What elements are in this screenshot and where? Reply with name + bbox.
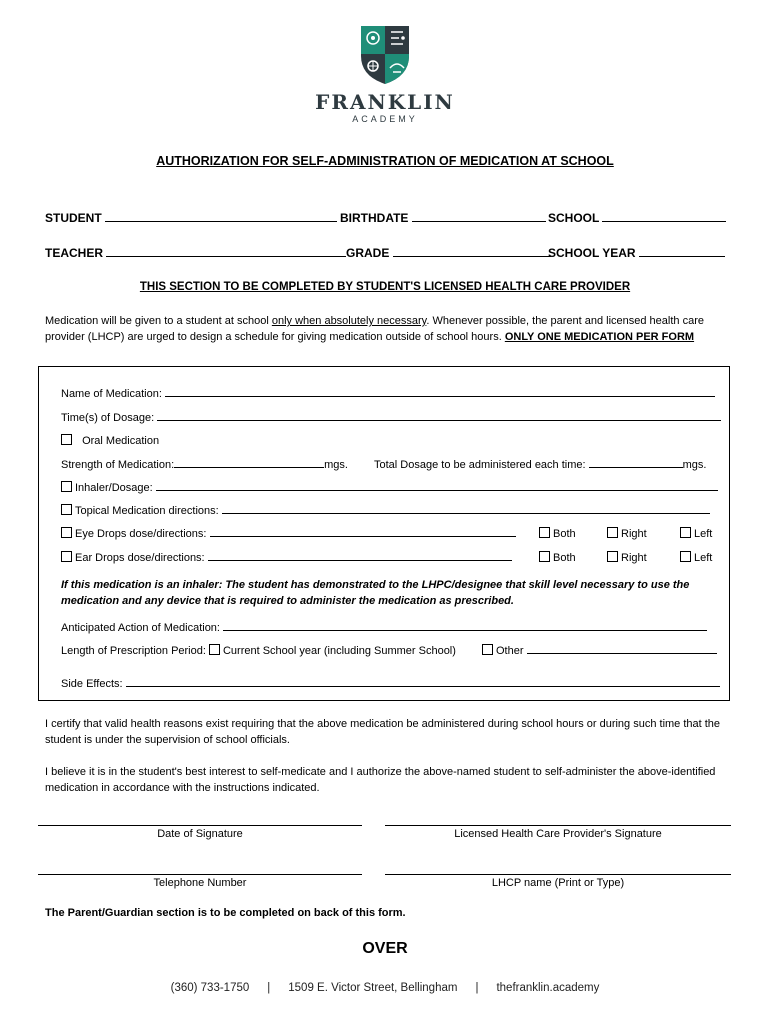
ear-both-label: Both bbox=[553, 552, 576, 564]
eye-right-option[interactable] bbox=[607, 527, 647, 540]
times-of-dosage-row bbox=[61, 411, 721, 424]
ear-left-option[interactable] bbox=[680, 551, 712, 564]
eye-drops-label: Eye Drops dose/directions: bbox=[75, 528, 207, 540]
intro-text-2: . Whenever possible, the parent and licensed health care provider (LHCP) are urged to design a schedule for giving medication outside of school hours. bbox=[45, 315, 704, 343]
intro-underlined: only when absolutely necessary bbox=[271, 315, 427, 327]
oral-medication-row bbox=[61, 434, 159, 447]
eye-right-label: Right bbox=[621, 528, 647, 540]
franklin-academy-logo bbox=[300, 22, 470, 137]
grade-field[interactable] bbox=[346, 246, 551, 260]
eye-left-checkbox[interactable] bbox=[680, 527, 691, 538]
ear-drops-input[interactable] bbox=[208, 551, 512, 561]
ear-drops-label: Ear Drops dose/directions: bbox=[75, 552, 205, 564]
anticipated-action-input[interactable] bbox=[223, 621, 707, 631]
footer-website: thefranklin.academy bbox=[496, 982, 600, 994]
topical-row bbox=[61, 504, 710, 517]
name-of-medication-row bbox=[61, 387, 715, 400]
anticipated-action-label: Anticipated Action of Medication: bbox=[61, 622, 220, 634]
footer-phone: (360) 733-1750 bbox=[170, 982, 250, 994]
date-signature-line[interactable] bbox=[38, 825, 362, 826]
ear-left-label: Left bbox=[694, 552, 713, 564]
ear-right-checkbox[interactable] bbox=[607, 551, 618, 562]
footer-address: 1509 E. Victor Street, Bellingham bbox=[288, 982, 458, 994]
other-label: Other bbox=[496, 645, 524, 657]
ear-left-checkbox[interactable] bbox=[680, 551, 691, 562]
parent-guardian-note: The Parent/Guardian section is to be completed on back of this form. bbox=[45, 907, 406, 919]
form-title: AUTHORIZATION FOR SELF-ADMINISTRATION OF MEDICATION AT SCHOOL bbox=[156, 154, 614, 168]
school-year-label: SCHOOL YEAR bbox=[548, 246, 636, 260]
side-effects-input[interactable] bbox=[126, 677, 720, 687]
strength-input[interactable] bbox=[174, 458, 324, 468]
strength-unit: mgs. bbox=[324, 459, 348, 471]
inhaler-row bbox=[61, 481, 718, 494]
eye-drops-checkbox[interactable] bbox=[61, 527, 72, 538]
topical-label: Topical Medication directions: bbox=[75, 505, 219, 517]
inhaler-input[interactable] bbox=[156, 481, 718, 491]
telephone-label: Telephone Number bbox=[153, 877, 247, 889]
eye-drops-input[interactable] bbox=[210, 527, 516, 537]
other-option bbox=[482, 644, 717, 657]
student-field[interactable] bbox=[45, 211, 337, 225]
intro-text-1: Medication will be given to a student at school bbox=[45, 315, 272, 327]
teacher-label: TEACHER bbox=[45, 246, 104, 260]
lhcp-name-label: LHCP name (Print or Type) bbox=[491, 877, 625, 889]
total-dosage-input[interactable] bbox=[589, 458, 683, 468]
student-label: STUDENT bbox=[45, 211, 102, 225]
prescription-period-label: Length of Prescription Period: bbox=[61, 645, 206, 657]
ear-right-option[interactable] bbox=[607, 551, 647, 564]
topical-input[interactable] bbox=[222, 504, 710, 514]
eye-both-label: Both bbox=[553, 528, 576, 540]
times-of-dosage-input[interactable] bbox=[157, 411, 721, 421]
medication-details-box bbox=[38, 366, 730, 701]
school-label: SCHOOL bbox=[548, 211, 600, 225]
school-blank[interactable] bbox=[602, 211, 726, 222]
birthdate-label: BIRTHDATE bbox=[340, 211, 409, 225]
total-dosage-unit: mgs. bbox=[682, 459, 707, 471]
anticipated-action-row bbox=[61, 621, 707, 634]
total-dosage-row bbox=[374, 458, 706, 471]
current-school-year-label: Current School year (including Summer School) bbox=[222, 645, 456, 657]
strength-row bbox=[61, 458, 348, 471]
prescription-period-row bbox=[61, 644, 456, 657]
student-blank[interactable] bbox=[105, 211, 337, 222]
footer-separator: | bbox=[267, 982, 271, 994]
brand-name: FRANKLIN bbox=[315, 90, 455, 114]
ear-right-label: Right bbox=[621, 552, 647, 564]
eye-right-checkbox[interactable] bbox=[607, 527, 618, 538]
shield-crest-icon bbox=[357, 22, 413, 86]
teacher-field[interactable] bbox=[45, 246, 346, 260]
birthdate-field[interactable] bbox=[340, 211, 546, 225]
over-label: OVER bbox=[362, 940, 408, 957]
ear-drops-checkbox[interactable] bbox=[61, 551, 72, 562]
teacher-blank[interactable] bbox=[106, 246, 346, 257]
lhcp-section-heading: THIS SECTION TO BE COMPLETED BY STUDENT'S LICENSED HEALTH CARE PROVIDER bbox=[139, 281, 631, 293]
footer bbox=[0, 982, 770, 994]
telephone-line[interactable] bbox=[38, 874, 362, 875]
eye-left-label: Left bbox=[694, 528, 713, 540]
name-of-medication-label: Name of Medication: bbox=[61, 388, 162, 400]
ear-both-checkbox[interactable] bbox=[539, 551, 550, 562]
side-effects-label: Side Effects: bbox=[61, 678, 123, 690]
school-year-blank[interactable] bbox=[639, 246, 725, 257]
eye-left-option[interactable] bbox=[680, 527, 712, 540]
inhaler-note: If this medication is an inhaler: The student has demonstrated to the LHPC/designee that skill level necessary to use the medication and any device that is required to administer the medication as prescribed. bbox=[61, 579, 690, 607]
eye-both-option[interactable] bbox=[539, 527, 576, 540]
times-of-dosage-label: Time(s) of Dosage: bbox=[61, 412, 155, 424]
oral-medication-checkbox[interactable] bbox=[61, 434, 72, 445]
lhcp-name-line[interactable] bbox=[385, 874, 731, 875]
inhaler-checkbox[interactable] bbox=[61, 481, 72, 492]
current-school-year-checkbox[interactable] bbox=[209, 644, 220, 655]
eye-drops-row bbox=[61, 527, 516, 540]
ear-drops-row bbox=[61, 551, 512, 564]
school-field[interactable] bbox=[548, 211, 726, 225]
name-of-medication-input[interactable] bbox=[165, 387, 715, 397]
grade-blank[interactable] bbox=[393, 246, 551, 257]
other-checkbox[interactable] bbox=[482, 644, 493, 655]
brand-subtitle: ACADEMY bbox=[352, 114, 418, 124]
side-effects-row bbox=[61, 677, 720, 690]
oral-medication-label: Oral Medication bbox=[82, 435, 160, 447]
certify-paragraph: I certify that valid health reasons exist requiring that the above medication be administered during school hours or during such time that the student is under the supervision of school officials. bbox=[45, 718, 721, 746]
other-input[interactable] bbox=[527, 644, 717, 654]
lhcp-signature-line[interactable] bbox=[385, 825, 731, 826]
strength-label: Strength of Medication: bbox=[61, 459, 175, 471]
grade-label: GRADE bbox=[346, 246, 390, 260]
inhaler-label: Inhaler/Dosage: bbox=[75, 482, 153, 494]
intro-one-medication-notice: ONLY ONE MEDICATION PER FORM bbox=[504, 331, 695, 343]
believe-paragraph: I believe it is in the student's best interest to self-medicate and I authorize the above-named student to self-administer the above-identified medication in accordance with the instructions indicated. bbox=[45, 766, 716, 794]
eye-both-checkbox[interactable] bbox=[539, 527, 550, 538]
footer-separator: | bbox=[475, 982, 479, 994]
birthdate-blank[interactable] bbox=[412, 211, 546, 222]
intro-paragraph bbox=[45, 313, 725, 345]
lhcp-signature-label: Licensed Health Care Provider's Signature bbox=[454, 828, 662, 840]
topical-checkbox[interactable] bbox=[61, 504, 72, 515]
total-dosage-label: Total Dosage to be administered each time: bbox=[374, 459, 586, 471]
ear-both-option[interactable] bbox=[539, 551, 576, 564]
school-year-field[interactable] bbox=[548, 246, 725, 260]
date-signature-label: Date of Signature bbox=[157, 828, 243, 840]
